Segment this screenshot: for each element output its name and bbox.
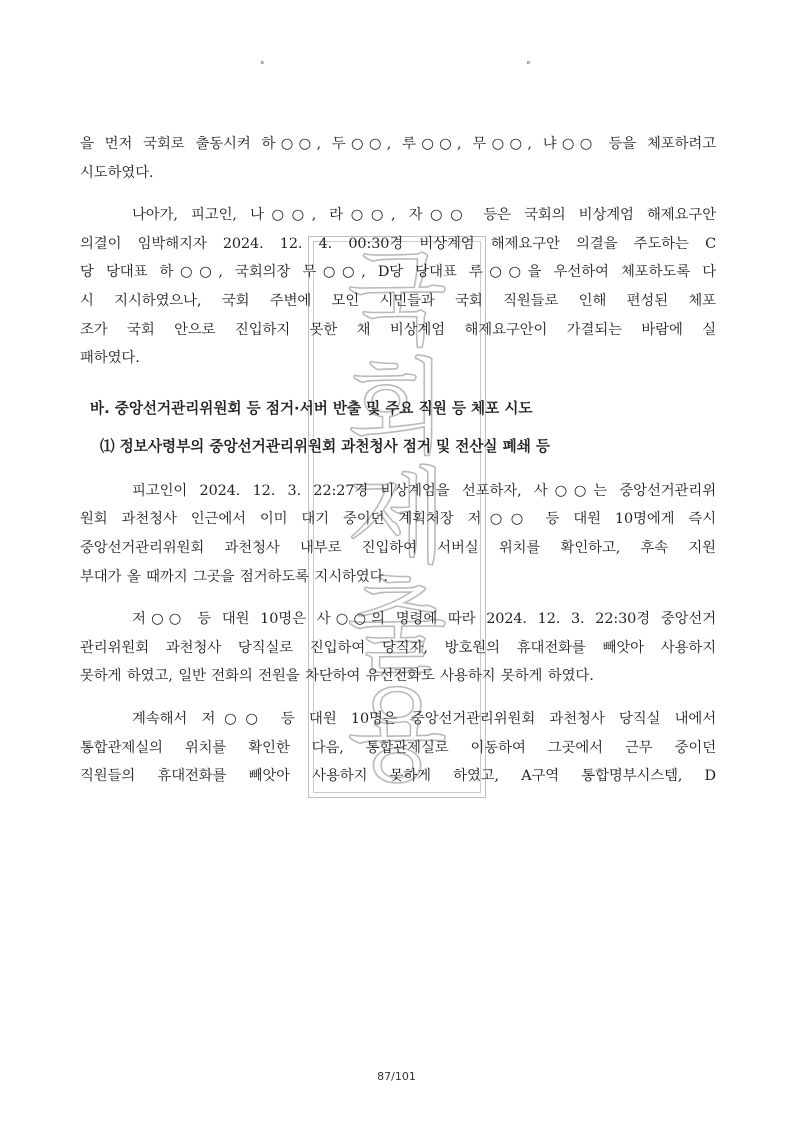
text-line: 못하게 하였고, 일반 전화의 전원을 차단하여 유선전화도 사용하지 못하게 하였다. bbox=[80, 668, 594, 685]
text-line: 관리위원회 과천청사 당직실로 진입하여 당직자, 방호원의 휴대전화를 빼앗아 사용하지 bbox=[80, 639, 716, 656]
text-line: 당 당대표 하○○, 국회의장 무○○, D당 당대표 루○○을 우선하여 체포하도록 다 bbox=[80, 264, 716, 281]
text-line: 조가 국회 안으로 진입하지 못한 채 비상계엄 해제요구안이 가결되는 바람에 실 bbox=[80, 321, 716, 338]
paragraph-3 bbox=[80, 477, 716, 591]
text-line: 원회 과천청사 인근에서 이미 대기 중이던 계획처장 저○○ 등 대원 10명에게 즉시 bbox=[80, 511, 716, 528]
text-line: 저○○ 등 대원 10명은 사○○의 명령에 따라 2024. 12. 3. 22:30경 중앙선거 bbox=[132, 611, 716, 628]
text-line: 중앙선거관리위원회 과천청사 내부로 진입하여 서버실 위치를 확인하고, 후속 지원 bbox=[80, 539, 716, 556]
subsection-heading: ⑴ 정보사령부의 중앙선거관리위원회 과천청사 점거 및 전산실 폐쇄 등 bbox=[100, 437, 550, 455]
text-line: 시 지시하였으나, 국회 주변에 모인 시민들과 국회 직원들로 인해 편성된 체포 bbox=[80, 292, 716, 309]
document-body bbox=[80, 130, 716, 805]
paragraph-2 bbox=[80, 201, 716, 373]
page-number: 87/101 bbox=[377, 1070, 416, 1083]
text-line: 계속해서 저○○ 등 대원 10명은 중앙선거관리위원회 과천청사 당직실 내에서 bbox=[132, 710, 716, 727]
text-line: 패하였다. bbox=[80, 350, 140, 367]
text-line: 피고인이 2024. 12. 3. 22:27경 비상계엄을 선포하자, 사○○는 중앙선거관리위 bbox=[132, 482, 716, 499]
text-line: 나아가, 피고인, 나○○, 라○○, 자○○ 등은 국회의 비상계엄 해제요구안 bbox=[132, 207, 716, 224]
text-line: 시도하였다. bbox=[80, 164, 154, 181]
text-line: 부대가 올 때까지 그곳을 점거하도록 지시하였다. bbox=[80, 568, 388, 585]
watermark-char: 출 bbox=[346, 564, 448, 687]
text-line: 통합관제실의 위치를 확인한 다음, 통합관제실로 이동하여 그곳에서 근무 중이던 bbox=[80, 739, 716, 756]
text-line: 의결이 임박해지자 2024. 12. 4. 00:30경 비상계엄 해제요구안 의결을 주도하는 C bbox=[80, 235, 716, 252]
watermark-char: 회 bbox=[346, 347, 448, 470]
watermark-char: 용 bbox=[346, 673, 448, 796]
paragraph-1 bbox=[80, 130, 716, 187]
section-heading: 바. 중앙선거관리위원회 등 점거·서버 반출 및 주요 직원 등 체포 시도 bbox=[90, 399, 533, 417]
header-dot-right: ° bbox=[526, 61, 531, 71]
paragraph-4 bbox=[80, 605, 716, 691]
paragraph-5 bbox=[80, 705, 716, 791]
watermark-char: 국 bbox=[346, 238, 448, 361]
header-dot-left: ° bbox=[260, 61, 265, 71]
watermark-char: 제 bbox=[346, 455, 448, 578]
text-line: 직원들의 휴대전화를 빼앗아 사용하지 못하게 하였고, A구역 통합명부시스템, D bbox=[80, 768, 716, 785]
text-line: 을 먼저 국회로 출동시켜 하○○, 두○○, 루○○, 무○○, 냐○○ 등을 체포하려고 bbox=[80, 136, 716, 152]
